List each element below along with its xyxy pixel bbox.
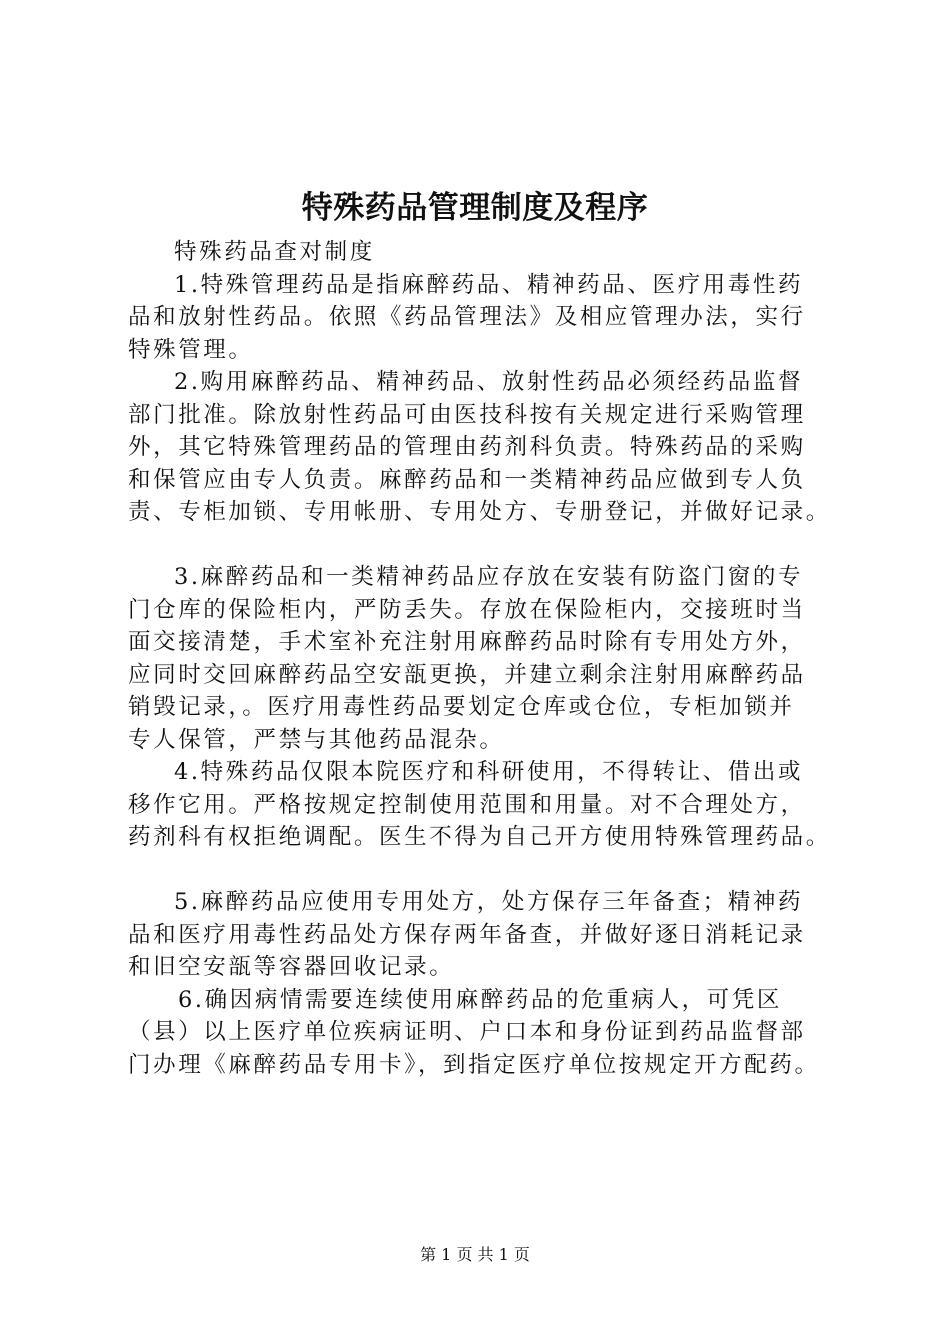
body-line: 特殊管理。: [128, 336, 254, 363]
body-line: 应同时交回麻醉药品空安瓿更换，并建立剩余注射用麻醉药品: [128, 661, 806, 688]
blank-line: [128, 854, 836, 887]
body-line: 移作它用。严格按规定控制使用范围和用量。对不合理处方，: [128, 791, 806, 818]
body-line: 销毁记录，。医疗用毒性药品要划定仓库或仓位，专柜加锁并: [128, 694, 795, 720]
body-line: 品和放射性药品。依照《药品管理法》及相应管理办法，实行: [128, 304, 806, 330]
body-line: 1.特殊管理药品是指麻醉药品、精神药品、医疗用毒性药: [174, 271, 804, 298]
body-line: 门办理《麻醉药品专用卡》，到指定医疗单位按规定开方配药。: [128, 1051, 820, 1078]
body-line: （县）以上医疗单位疾病证明、户口本和身份证到药品监督部: [128, 1019, 806, 1045]
document-title: 特殊药品管理制度及程序: [301, 190, 649, 226]
body-line: 品和医疗用毒性药品处方保存两年备查，并做好逐日消耗记录: [128, 921, 806, 948]
body-line: 4.特殊药品仅限本院医疗和科研使用，不得转让、借出或: [174, 759, 804, 785]
body-line: 特殊药品查对制度: [174, 239, 375, 265]
blank-line: [128, 529, 836, 562]
body-line: 门仓库的保险柜内，严防丢失。存放在保险柜内，交接班时当: [128, 596, 806, 623]
page-footer: 第 1 页 共 1 页: [420, 1245, 530, 1264]
body-line: 2.购用麻醉药品、精神药品、放射性药品必须经药品监督: [174, 369, 804, 395]
body-line: 6.确因病情需要连续使用麻醉药品的危重病人，可凭区: [178, 986, 782, 1013]
document-body: [128, 236, 836, 1081]
body-line: 部门批准。除放射性药品可由医技科按有关规定进行采购管理: [128, 401, 806, 428]
body-line: 外，其它特殊管理药品的管理由药剂科负责。特殊药品的采购: [128, 434, 806, 460]
body-line: 和保管应由专人负责。麻醉药品和一类精神药品应做到专人负: [128, 466, 806, 493]
body-line: 5.麻醉药品应使用专用处方，处方保存三年备查；精神药: [174, 889, 804, 915]
body-line: 3.麻醉药品和一类精神药品应存放在安装有防盗门窗的专: [174, 564, 804, 590]
body-line: 和旧空安瓿等容器回收记录。: [128, 954, 455, 980]
body-line: 面交接清楚，手术室补充注射用麻醉药品时除有专用处方外，: [128, 629, 806, 655]
body-line: 药剂科有权拒绝调配。医生不得为自己开方使用特殊管理药品。: [128, 824, 831, 850]
body-line: 责、专柜加锁、专用帐册、专用处方、专册登记，并做好记录。: [128, 499, 831, 525]
body-line: 专人保管，严禁与其他药品混杂。: [128, 726, 505, 753]
